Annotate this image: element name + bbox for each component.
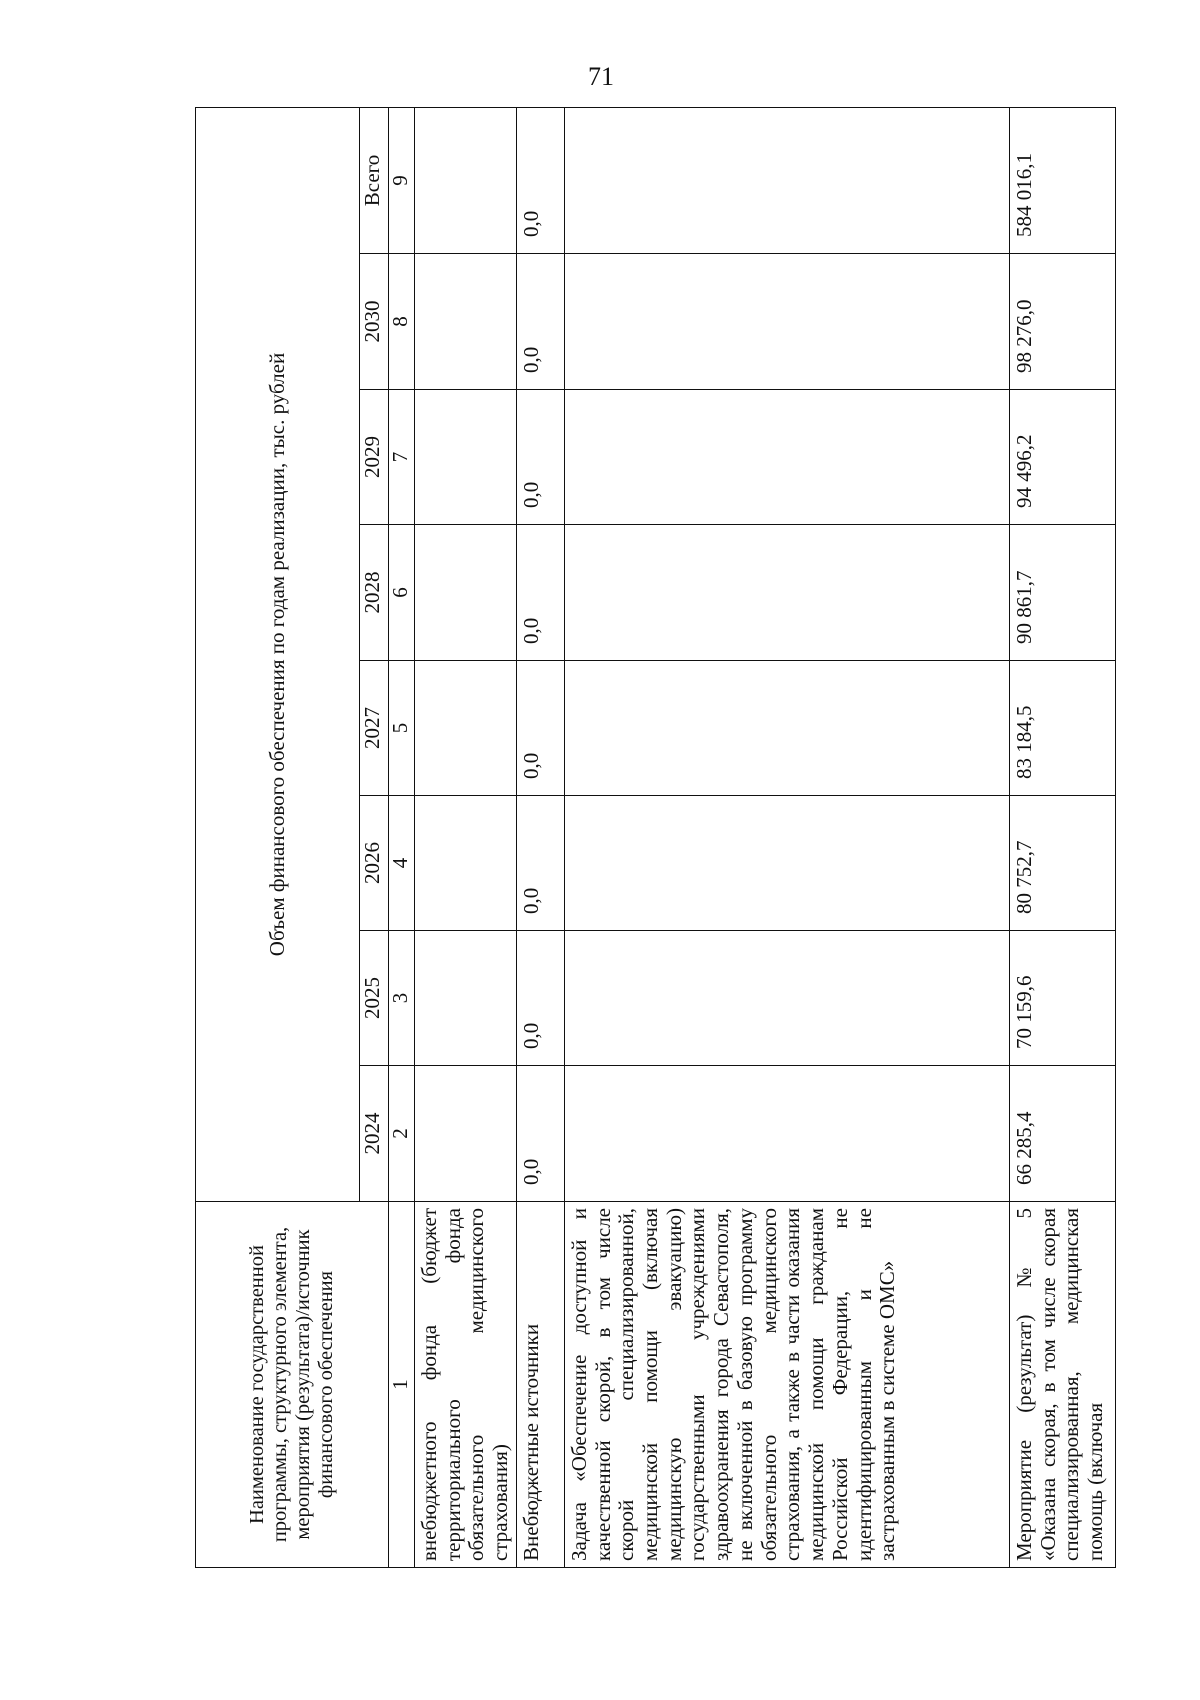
table-row xyxy=(415,107,517,1567)
row-value xyxy=(564,796,1009,931)
row-value xyxy=(564,107,1009,253)
row-value xyxy=(564,254,1009,390)
row-name: Мероприятие (результат) № 5 «Оказана скорая, в том числе скорая специализированная, медицинская помощь (включая xyxy=(1009,1202,1115,1568)
column-number-row xyxy=(389,107,415,1567)
row-value xyxy=(415,796,517,931)
row-value: 0,0 xyxy=(516,1066,564,1202)
row-value xyxy=(564,390,1009,525)
row-value: 0,0 xyxy=(516,931,564,1066)
row-name: Задача «Обеспечение доступной и качественной скорой, в том числе скорой специализированной, медицинской помощи (включая медицинскую эвакуацию) государственными учреждениями здравоохранения города Севастополя, не включенной в базовую программу обязательного медицинского страхования, а также в части оказания медицинской помощи гражданам Российской Федерации, не идентифицированным и не застрахованным в системе ОМС» xyxy=(564,1202,1009,1568)
row-value: 0,0 xyxy=(516,390,564,525)
table-row xyxy=(516,107,564,1567)
row-value: 66 285,4 xyxy=(1009,1066,1115,1202)
row-value: 0,0 xyxy=(516,525,564,661)
row-name: Внебюджетные источники xyxy=(516,1202,564,1568)
row-value: 0,0 xyxy=(516,796,564,931)
row-value xyxy=(415,525,517,661)
header-volume-title: Объем финансового обеспечения по годам реализации, тыс. рублей xyxy=(196,107,360,1201)
column-number: 6 xyxy=(389,525,415,661)
row-value xyxy=(415,931,517,1066)
row-value: 0,0 xyxy=(516,107,564,253)
column-number: 4 xyxy=(389,796,415,931)
row-value xyxy=(415,254,517,390)
row-value: 70 159,6 xyxy=(1009,931,1115,1066)
header-year-2030: 2030 xyxy=(360,254,389,390)
header-name-column: Наименование государственной программы, структурного элемента, мероприятия (результата)/источник финансового обеспечения xyxy=(196,1202,389,1568)
column-number: 5 xyxy=(389,661,415,796)
row-value: 80 752,7 xyxy=(1009,796,1115,931)
rotated-table-wrapper xyxy=(195,108,1110,1568)
column-number: 3 xyxy=(389,931,415,1066)
header-year-2024: 2024 xyxy=(360,1066,389,1202)
page-number: 71 xyxy=(588,62,614,91)
table-row xyxy=(1009,107,1115,1567)
header-year-2027: 2027 xyxy=(360,661,389,796)
row-value: 0,0 xyxy=(516,661,564,796)
header-year-2026: 2026 xyxy=(360,796,389,931)
header-year-2025: 2025 xyxy=(360,931,389,1066)
header-year-2028: 2028 xyxy=(360,525,389,661)
column-number: 9 xyxy=(389,107,415,253)
row-value xyxy=(564,661,1009,796)
table-row xyxy=(564,107,1009,1567)
row-value xyxy=(415,390,517,525)
row-name: внебюджетного фонда (бюджет территориального фонда обязательного медицинского страхования) xyxy=(415,1202,517,1568)
financing-table xyxy=(195,107,1116,1568)
column-number: 2 xyxy=(389,1066,415,1202)
row-value xyxy=(415,661,517,796)
column-number: 1 xyxy=(389,1202,415,1568)
row-value: 94 496,2 xyxy=(1009,390,1115,525)
row-value: 83 184,5 xyxy=(1009,661,1115,796)
row-value xyxy=(564,931,1009,1066)
row-value: 584 016,1 xyxy=(1009,107,1115,253)
row-value xyxy=(564,1066,1009,1202)
row-value xyxy=(415,1066,517,1202)
row-value xyxy=(415,107,517,253)
header-year-total: Всего xyxy=(360,107,389,253)
column-number: 7 xyxy=(389,390,415,525)
row-value xyxy=(564,525,1009,661)
row-value: 98 276,0 xyxy=(1009,254,1115,390)
row-value: 0,0 xyxy=(516,254,564,390)
header-year-2029: 2029 xyxy=(360,390,389,525)
row-value: 90 861,7 xyxy=(1009,525,1115,661)
column-number: 8 xyxy=(389,254,415,390)
